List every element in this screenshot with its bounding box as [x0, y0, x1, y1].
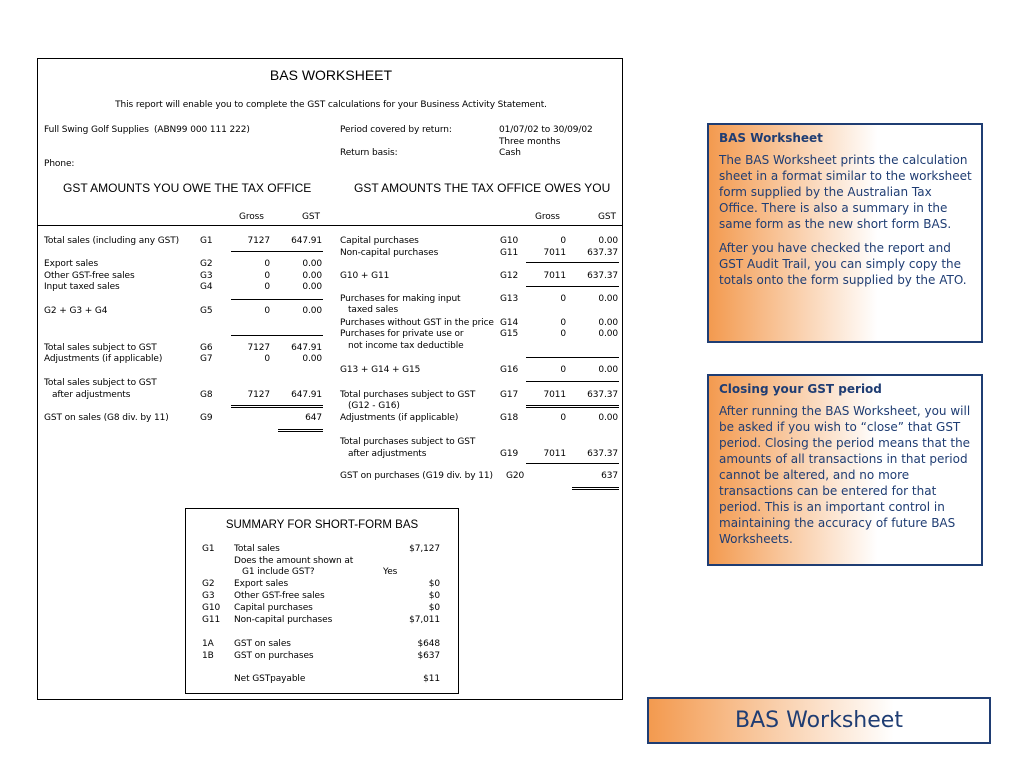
summary-value: $7,127: [409, 544, 440, 554]
summary-label: Other GST-free sales: [234, 591, 325, 601]
row-label: Purchases without GST in the price: [340, 318, 494, 328]
row-label: GST on purchases (G19 div. by 11): [340, 471, 493, 481]
row-code: G4: [200, 282, 213, 292]
note-title: BAS Worksheet: [719, 131, 823, 145]
subtotal-rule: [231, 299, 323, 300]
total-rule: [231, 407, 323, 408]
row-gst: 0.00: [598, 318, 618, 328]
basis-value: Cash: [499, 148, 521, 158]
slide-footer-title: BAS Worksheet: [647, 697, 991, 744]
row-label: Total sales subject to GST: [44, 378, 157, 388]
subtotal-rule: [526, 286, 619, 287]
subtotal-rule: [526, 381, 619, 382]
subtotal-rule: [231, 251, 323, 252]
row-gst: 637.37: [587, 449, 618, 459]
row-code: G20: [506, 471, 525, 481]
subtotal-rule: [231, 335, 323, 336]
row-code: G18: [500, 413, 519, 423]
summary-label: Does the amount shown at: [234, 556, 354, 566]
period-length: Three months: [499, 137, 561, 147]
row-gst: 647.91: [291, 390, 322, 400]
company-name: Full Swing Golf Supplies: [44, 125, 149, 135]
row-code: G17: [500, 390, 519, 400]
row-gst: 0.00: [302, 306, 322, 316]
row-code: G8: [200, 390, 213, 400]
row-code: G3: [200, 271, 213, 281]
row-label: Purchases for making input: [340, 294, 461, 304]
row-code: G14: [500, 318, 519, 328]
total-rule: [572, 489, 619, 490]
row-code: G10: [500, 236, 519, 246]
row-label-continued: taxed sales: [348, 305, 399, 315]
summary-code: 1B: [202, 651, 214, 661]
row-gross: 0: [264, 354, 270, 364]
row-label: Adjustments (if applicable): [44, 354, 163, 364]
note-closing-gst-period: [707, 374, 983, 566]
row-code: G5: [200, 306, 213, 316]
row-label: G13 + G14 + G15: [340, 365, 421, 375]
right-gross-header: Gross: [535, 212, 560, 222]
basis-label: Return basis:: [340, 148, 398, 158]
row-gross: 7011: [543, 271, 566, 281]
summary-label: GST on purchases: [234, 651, 314, 661]
subtotal-rule: [526, 463, 619, 464]
row-gross: 0: [560, 318, 566, 328]
row-label: Input taxed sales: [44, 282, 120, 292]
row-gst: 647.91: [291, 343, 322, 353]
row-gst: 637.37: [587, 390, 618, 400]
summary-value: $11: [423, 674, 440, 684]
row-code: G12: [500, 271, 519, 281]
row-gst: 0.00: [302, 259, 322, 269]
summary-label: GST on sales: [234, 639, 291, 649]
row-label-continued: not income tax deductible: [348, 341, 464, 351]
row-label-continued: (G12 - G16): [348, 401, 400, 411]
row-gross: 0: [560, 413, 566, 423]
row-gross: 0: [264, 306, 270, 316]
row-gst: 637.37: [587, 248, 618, 258]
row-code: G2: [200, 259, 213, 269]
row-code: G16: [500, 365, 519, 375]
row-code: G1: [200, 236, 213, 246]
row-label-continued: after adjustments: [52, 390, 131, 400]
row-label: Total purchases subject to GST: [340, 437, 476, 447]
row-gross: 0: [560, 294, 566, 304]
row-gross: 0: [560, 365, 566, 375]
summary-code: G11: [202, 615, 221, 625]
period-label: Period covered by return:: [340, 125, 452, 135]
summary-value: $0: [428, 591, 440, 601]
total-rule: [231, 405, 323, 406]
row-label: Total sales (including any GST): [44, 236, 180, 246]
left-gst-header: GST: [302, 212, 320, 222]
row-gst: 0.00: [598, 329, 618, 339]
row-gst: 0.00: [302, 271, 322, 281]
row-label: Capital purchases: [340, 236, 419, 246]
row-label: GST on sales (G8 div. by 11): [44, 413, 169, 423]
row-label: Total purchases subject to GST: [340, 390, 476, 400]
row-gst: 0.00: [302, 354, 322, 364]
total-rule: [278, 431, 323, 432]
row-gst: 0.00: [598, 236, 618, 246]
row-gross: 0: [264, 259, 270, 269]
summary-value: $7,011: [409, 615, 440, 625]
subtotal-rule: [526, 262, 619, 263]
summary-value: $0: [428, 579, 440, 589]
summary-code: G2: [202, 579, 215, 589]
row-gross: 0: [264, 271, 270, 281]
left-gross-header: Gross: [239, 212, 264, 222]
summary-title: SUMMARY FOR SHORT-FORM BAS: [225, 519, 419, 531]
summary-label: Total sales: [234, 544, 280, 554]
worksheet-intro: This report will enable you to complete the GST calculations for your Business Activity Statement.: [115, 100, 547, 110]
summary-value: $637: [417, 651, 440, 661]
summary-label: Capital purchases: [234, 603, 313, 613]
row-label: Total sales subject to GST: [44, 343, 157, 353]
row-gst: 637: [601, 471, 618, 481]
summary-label: Net GSTpayable: [234, 674, 306, 684]
note-bas-worksheet: [707, 123, 983, 343]
row-gross: 0: [560, 236, 566, 246]
summary-code: 1A: [202, 639, 214, 649]
row-code: G7: [200, 354, 213, 364]
row-gst: 0.00: [598, 365, 618, 375]
period-value: 01/07/02 to 30/09/02: [499, 125, 593, 135]
row-gross: 7011: [543, 449, 566, 459]
total-rule: [526, 407, 619, 408]
right-gst-header: GST: [598, 212, 616, 222]
summary-code: G1: [202, 544, 215, 554]
row-code: G19: [500, 449, 519, 459]
row-gross: 7011: [543, 390, 566, 400]
summary-code: G10: [202, 603, 221, 613]
summary-label: Export sales: [234, 579, 289, 589]
row-label: Purchases for private use or: [340, 329, 464, 339]
row-gst: 0.00: [598, 413, 618, 423]
row-label: Adjustments (if applicable): [340, 413, 459, 423]
summary-value: Yes: [383, 567, 398, 577]
row-label: G2 + G3 + G4: [44, 306, 108, 316]
phone-label: Phone:: [44, 159, 75, 169]
note-title: Closing your GST period: [719, 382, 882, 396]
worksheet-title: BAS WORKSHEET: [269, 67, 393, 83]
short-form-summary: [185, 508, 459, 694]
total-rule: [572, 487, 619, 488]
row-label: Export sales: [44, 259, 99, 269]
bas-worksheet-document: [37, 58, 623, 700]
subtotal-rule: [526, 357, 619, 358]
row-code: G13: [500, 294, 519, 304]
summary-label: Non-capital purchases: [234, 615, 333, 625]
note-paragraph: After running the BAS Worksheet, you will be asked if you wish to “close” that GST period. Closing the period means that the amounts of all transactions in that period cannot be altered, and no more transactions can be entered for that period. This is an important control in maintaining the accuracy of future BAS Worksheets.: [719, 404, 971, 546]
row-code: G15: [500, 329, 519, 339]
row-label-continued: after adjustments: [348, 449, 427, 459]
row-gross: 7011: [543, 248, 566, 258]
summary-label: G1 include GST?: [242, 567, 315, 577]
right-section-heading: GST AMOUNTS THE TAX OFFICE OWES YOU: [354, 181, 611, 195]
row-code: G9: [200, 413, 213, 423]
row-gst: 647.91: [291, 236, 322, 246]
company-abn: (ABN99 000 111 222): [154, 125, 250, 135]
row-code: G6: [200, 343, 213, 353]
total-rule: [526, 405, 619, 406]
row-code: G11: [500, 248, 519, 258]
row-gross: 0: [264, 282, 270, 292]
summary-value: $648: [417, 639, 440, 649]
summary-value: $0: [428, 603, 440, 613]
row-label: G10 + G11: [340, 271, 390, 281]
row-gst: 0.00: [302, 282, 322, 292]
header-rule: [38, 225, 622, 226]
row-gst: 647: [305, 413, 322, 423]
row-gross: 7127: [247, 390, 270, 400]
row-gross: 7127: [247, 343, 270, 353]
note-paragraph: After you have checked the report and GST Audit Trail, you can simply copy the totals onto the form supplied by the ATO.: [719, 241, 967, 287]
row-gst: 0.00: [598, 294, 618, 304]
summary-code: G3: [202, 591, 215, 601]
total-rule: [278, 429, 323, 430]
row-gst: 637.37: [587, 271, 618, 281]
row-label: Other GST-free sales: [44, 271, 135, 281]
row-gross: 7127: [247, 236, 270, 246]
row-label: Non-capital purchases: [340, 248, 439, 258]
note-paragraph: The BAS Worksheet prints the calculation sheet in a format similar to the worksheet form supplied by the Australian Tax Office. There is also a summary in the same form as the new short form BAS.: [719, 153, 972, 231]
left-section-heading: GST AMOUNTS YOU OWE THE TAX OFFICE: [63, 181, 312, 195]
row-gross: 0: [560, 329, 566, 339]
